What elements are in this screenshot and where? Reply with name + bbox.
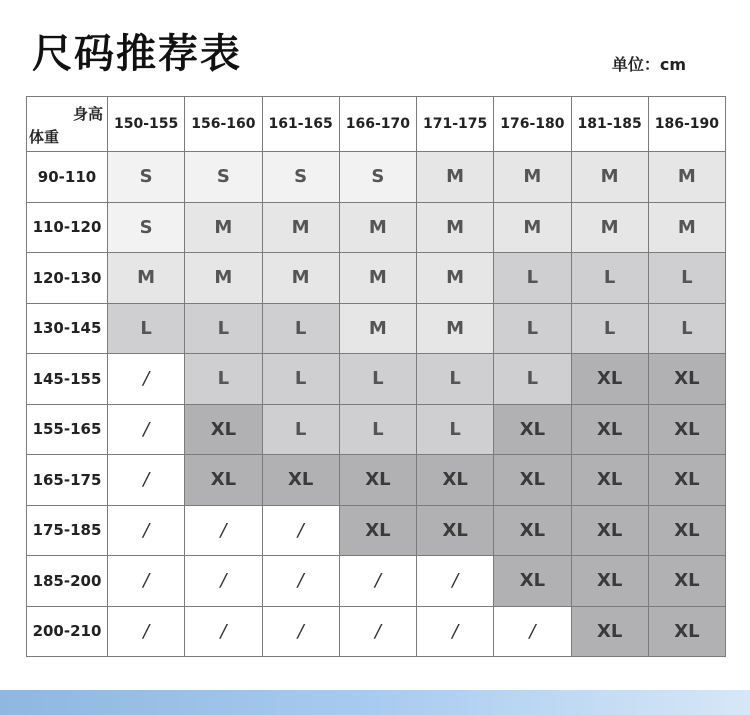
- size-cell: XL: [571, 354, 648, 405]
- size-cell: M: [648, 202, 725, 253]
- corner-height-label: 身高: [72, 105, 103, 123]
- size-cell: XL: [185, 455, 262, 506]
- weight-row-header: 120-130: [27, 253, 108, 304]
- size-cell: XL: [417, 455, 494, 506]
- size-cell: XL: [648, 505, 725, 556]
- weight-row-header: 145-155: [27, 354, 108, 405]
- size-cell: /: [417, 606, 494, 657]
- height-column-header: 161-165: [262, 97, 339, 152]
- size-cell: /: [108, 404, 185, 455]
- height-column-header: 150-155: [108, 97, 185, 152]
- size-cell: XL: [417, 505, 494, 556]
- size-cell: M: [339, 202, 416, 253]
- table-row: [27, 606, 726, 657]
- size-cell: XL: [494, 455, 571, 506]
- corner-header-cell: [27, 97, 108, 152]
- header-row: [27, 97, 726, 152]
- height-column-header: 176-180: [494, 97, 571, 152]
- size-cell: M: [108, 253, 185, 304]
- size-cell: L: [417, 354, 494, 405]
- unit-label: 单位：cm: [611, 55, 686, 74]
- size-cell: L: [571, 303, 648, 354]
- weight-row-header: 175-185: [27, 505, 108, 556]
- size-cell: M: [262, 253, 339, 304]
- size-cell: S: [262, 152, 339, 203]
- height-column-header: 181-185: [571, 97, 648, 152]
- size-cell: M: [185, 253, 262, 304]
- table-row: [27, 404, 726, 455]
- size-cell: /: [108, 455, 185, 506]
- size-cell: XL: [648, 606, 725, 657]
- size-cell: XL: [571, 606, 648, 657]
- weight-row-header: 200-210: [27, 606, 108, 657]
- size-cell: M: [571, 202, 648, 253]
- size-cell: M: [417, 253, 494, 304]
- table-row: [27, 354, 726, 405]
- page-title: 尺码推荐表: [32, 31, 242, 77]
- table-row: [27, 505, 726, 556]
- table-row: [27, 152, 726, 203]
- size-cell: L: [494, 253, 571, 304]
- size-cell: M: [417, 152, 494, 203]
- size-cell: XL: [571, 455, 648, 506]
- size-cell: S: [339, 152, 416, 203]
- size-cell: /: [108, 354, 185, 405]
- size-cell: /: [108, 505, 185, 556]
- size-cell: M: [494, 152, 571, 203]
- size-cell: L: [494, 303, 571, 354]
- size-cell: /: [108, 556, 185, 607]
- size-cell: L: [339, 354, 416, 405]
- size-cell: M: [339, 303, 416, 354]
- size-cell: M: [262, 202, 339, 253]
- size-cell: /: [339, 556, 416, 607]
- size-cell: L: [262, 303, 339, 354]
- size-cell: XL: [339, 505, 416, 556]
- table-row: [27, 556, 726, 607]
- size-cell: M: [417, 303, 494, 354]
- size-cell: XL: [648, 455, 725, 506]
- size-cell: L: [417, 404, 494, 455]
- size-cell: L: [185, 303, 262, 354]
- size-cell: XL: [571, 404, 648, 455]
- weight-row-header: 155-165: [27, 404, 108, 455]
- weight-row-header: 110-120: [27, 202, 108, 253]
- size-cell: L: [185, 354, 262, 405]
- bottom-decorative-band: [0, 690, 750, 715]
- size-cell: S: [108, 152, 185, 203]
- height-column-header: 171-175: [417, 97, 494, 152]
- size-cell: XL: [571, 556, 648, 607]
- size-cell: XL: [262, 455, 339, 506]
- size-cell: L: [648, 303, 725, 354]
- size-cell: XL: [494, 404, 571, 455]
- size-cell: /: [262, 606, 339, 657]
- size-cell: M: [339, 253, 416, 304]
- size-cell: XL: [571, 505, 648, 556]
- size-cell: S: [108, 202, 185, 253]
- size-cell: /: [108, 606, 185, 657]
- height-column-header: 166-170: [339, 97, 416, 152]
- size-cell: M: [185, 202, 262, 253]
- size-cell: XL: [648, 556, 725, 607]
- size-cell: /: [494, 606, 571, 657]
- height-column-header: 156-160: [185, 97, 262, 152]
- height-column-header: 186-190: [648, 97, 725, 152]
- size-cell: XL: [648, 354, 725, 405]
- table-row: [27, 455, 726, 506]
- size-cell: XL: [494, 556, 571, 607]
- corner-weight-label: 体重: [29, 128, 60, 146]
- size-cell: /: [185, 606, 262, 657]
- size-cell: M: [648, 152, 725, 203]
- weight-row-header: 185-200: [27, 556, 108, 607]
- size-cell: /: [339, 606, 416, 657]
- size-cell: /: [262, 505, 339, 556]
- size-cell: L: [648, 253, 725, 304]
- size-cell: M: [494, 202, 571, 253]
- weight-row-header: 165-175: [27, 455, 108, 506]
- size-cell: XL: [494, 505, 571, 556]
- size-cell: L: [108, 303, 185, 354]
- size-cell: L: [262, 404, 339, 455]
- size-chart-table: [26, 96, 726, 657]
- size-cell: M: [571, 152, 648, 203]
- size-cell: L: [262, 354, 339, 405]
- table-row: [27, 303, 726, 354]
- size-cell: L: [494, 354, 571, 405]
- size-cell: S: [185, 152, 262, 203]
- table-body: [27, 152, 726, 657]
- size-cell: L: [571, 253, 648, 304]
- table-row: [27, 253, 726, 304]
- weight-row-header: 130-145: [27, 303, 108, 354]
- size-cell: /: [262, 556, 339, 607]
- size-cell: XL: [339, 455, 416, 506]
- size-cell: /: [417, 556, 494, 607]
- size-cell: /: [185, 556, 262, 607]
- table-row: [27, 202, 726, 253]
- size-cell: XL: [648, 404, 725, 455]
- size-cell: /: [185, 505, 262, 556]
- weight-row-header: 90-110: [27, 152, 108, 203]
- size-cell: XL: [185, 404, 262, 455]
- size-cell: L: [339, 404, 416, 455]
- size-cell: M: [417, 202, 494, 253]
